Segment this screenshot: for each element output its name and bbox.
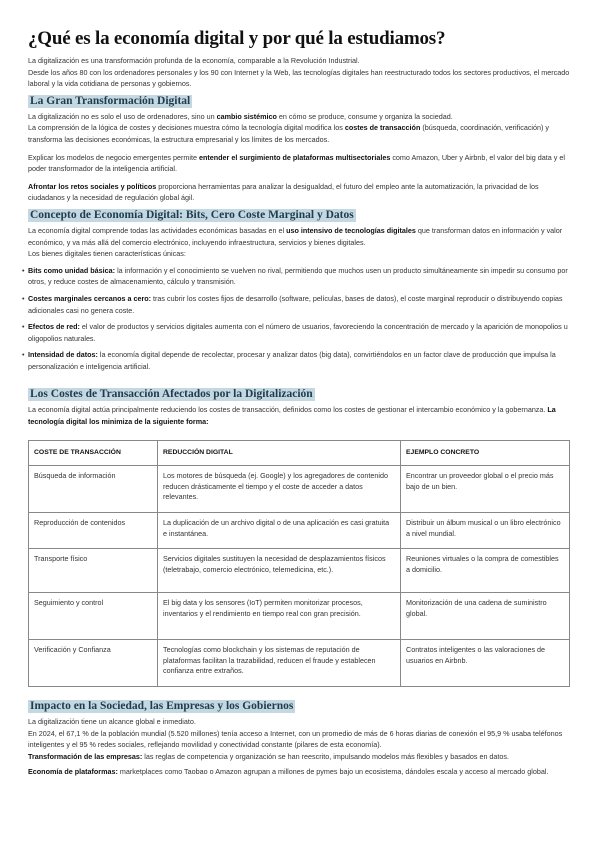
- table-cell: Monitorización de una cadena de suministro global.: [401, 593, 570, 640]
- section1-paragraph-2: La comprensión de la lógica de costes y decisiones muestra cómo la tecnología digital modifica los costes de transacción (búsqueda, coordinación, verificación) y transforma las decisiones económicas, la estructura empresarial y los límites de los mercados.: [28, 123, 549, 144]
- table-cell: Seguimiento y control: [29, 593, 158, 640]
- list-item: • Bits como unidad básica: la información y el conocimiento se vuelven no rival, permitiendo que muchos usen un producto simultáneamente sin impedir su consumo por otros, y reduce costes de almacenamiento, cálculo y transmisión.: [22, 265, 568, 287]
- list-item: • Intensidad de datos: la economía digital depende de recolectar, procesar y analizar datos (big data), convirtiéndolos en un factor clave de producción que impulsa la personalización e inteligencia artificial.: [22, 350, 556, 371]
- table-row: [29, 640, 570, 687]
- page-title: ¿Qué es la economía digital y por qué la estudiamos?: [28, 28, 446, 49]
- section-heading-transformation: La Gran Transformación Digital: [30, 94, 191, 107]
- table-row: [29, 549, 570, 593]
- table-cell: Servicios digitales sustituyen la necesidad de desplazamientos físicos (teletrabajo, comercio electrónico, telemedicina, etc.).: [158, 549, 401, 593]
- table-cell: Distribuir un álbum musical o un libro electrónico a nivel mundial.: [401, 513, 570, 549]
- table-cell: Encontrar un proveedor global o el precio más bajo de un bien.: [401, 466, 570, 513]
- section1-paragraph-4: Afrontar los retos sociales y políticos proporciona herramientas para analizar la desigualdad, el futuro del empleo ante la automatización, la privacidad de los ciudadanos y la necesidad de regulación global ágil.: [28, 181, 539, 203]
- table-cell: Tecnologías como blockchain y los sistemas de reputación de plataformas facilitan la trazabilidad, reducen el fraude y establecen confianza entre extraños.: [158, 640, 401, 687]
- characteristics-list: [22, 265, 572, 373]
- table-row: [29, 466, 570, 513]
- table-row: [29, 593, 570, 640]
- section4-paragraph-4: Economía de plataformas: marketplaces como Taobao o Amazon agrupan a millones de pymes bajo un ecosistema, dándoles escala y acceso al mercado global.: [28, 766, 549, 776]
- section-heading-concept: Concepto de Economía Digital: Bits, Cero Coste Marginal y Datos: [30, 208, 354, 221]
- table-header-cell: COSTE DE TRANSACCIÓN: [29, 440, 158, 466]
- table-cell: Los motores de búsqueda (ej. Google) y los agregadores de contenido reducen drásticamente el tiempo y el coste de acceder a datos relevantes.: [158, 466, 401, 513]
- table-cell: Búsqueda de información: [29, 466, 158, 513]
- section1-paragraph-1: La digitalización no es solo el uso de ordenadores, sino un cambio sistémico en cómo se produce, consume y organiza la sociedad.: [28, 111, 453, 121]
- table-header-row: [29, 440, 570, 466]
- table-row: [29, 513, 570, 549]
- table-cell: El big data y los sensores (IoT) permiten monitorizar procesos, inventarios y el rendimiento en tiempo real con gran precisión.: [158, 593, 401, 640]
- section-heading-impact: Impacto en la Sociedad, las Empresas y los Gobiernos: [30, 700, 294, 713]
- transaction-costs-table: [28, 440, 570, 688]
- section2-paragraph-1: La economía digital comprende todas las actividades económicas basadas en el uso intensivo de tecnologías digitales que transforman datos en información y valor económico, y va más allá del comercio electrónico, incluyendo infraestructura, servicios y bienes digitales.: [28, 225, 563, 247]
- intro-paragraph-1: La digitalización es una transformación profunda de la economía, comparable a la Revolución Industrial.: [28, 56, 360, 65]
- table-cell: La duplicación de un archivo digital o de una aplicación es casi gratuita e instantánea.: [158, 513, 401, 549]
- section1-paragraph-3: Explicar los modelos de negocio emergentes permite entender el surgimiento de plataformas multisectoriales como Amazon, Uber y Airbnb, el valor del big data y el poder transformador de la inteligencia artificial.: [28, 152, 565, 174]
- table-header-cell: REDUCCIÓN DIGITAL: [158, 440, 401, 466]
- section2-paragraph-2: Los bienes digitales tienen características únicas:: [28, 249, 186, 259]
- list-item: • Efectos de red: el valor de productos y servicios digitales aumenta con el número de usuarios, favoreciendo la concentración de mercado y la aparición de monopolios u oligopolios naturales.: [22, 322, 568, 343]
- section4-paragraph-2: En 2024, el 67,1 % de la población mundial (5.520 millones) tenía acceso a Internet, con un promedio de más de 6 horas diarias de conexión el 95,9 % usaba teléfonos inteligentes y el 95 % redes sociales, reflejando movilidad y conectividad constante (pilares de esta economía).: [28, 728, 563, 750]
- intro-paragraph-2: Desde los años 80 con los ordenadores personales y los 90 con Internet y la Web, las tecnologías digitales han reestructurado todos los sectores productivos, el mercado laboral y la vida cotidiana de personas y gobiernos.: [28, 67, 570, 89]
- section3-paragraph-1: La economía digital actúa principalmente reduciendo los costes de transacción, definidos como los costes de gestionar el intercambio económico y la gobernanza. La tecnología digital los minimiza de la siguiente forma:: [28, 405, 556, 427]
- table-cell: Transporte físico: [29, 549, 158, 593]
- section4-paragraph-1: La digitalización tiene un alcance global e inmediato.: [28, 717, 196, 727]
- section4-paragraph-3: Transformación de las empresas: las reglas de competencia y organización se han reescrito, impulsando modelos más flexibles y basados en datos.: [28, 751, 510, 761]
- table-header-cell: EJEMPLO CONCRETO: [401, 440, 570, 466]
- table-cell: Reuniones virtuales o la compra de comestibles a domicilio.: [401, 549, 570, 593]
- table-cell: Verificación y Confianza: [29, 640, 158, 687]
- table-cell: Contratos inteligentes o las valoraciones de usuarios en Airbnb.: [401, 640, 570, 687]
- table-cell: Reproducción de contenidos: [29, 513, 158, 549]
- section-heading-transaction-costs: Los Costes de Transacción Afectados por la Digitalización: [30, 388, 313, 401]
- list-item: • Costes marginales cercanos a cero: tras cubrir los costes fijos de desarrollo (software, películas, bases de datos), el coste marginal reproducir o distribuyendo copias adicionales casi no genera coste.: [22, 293, 563, 315]
